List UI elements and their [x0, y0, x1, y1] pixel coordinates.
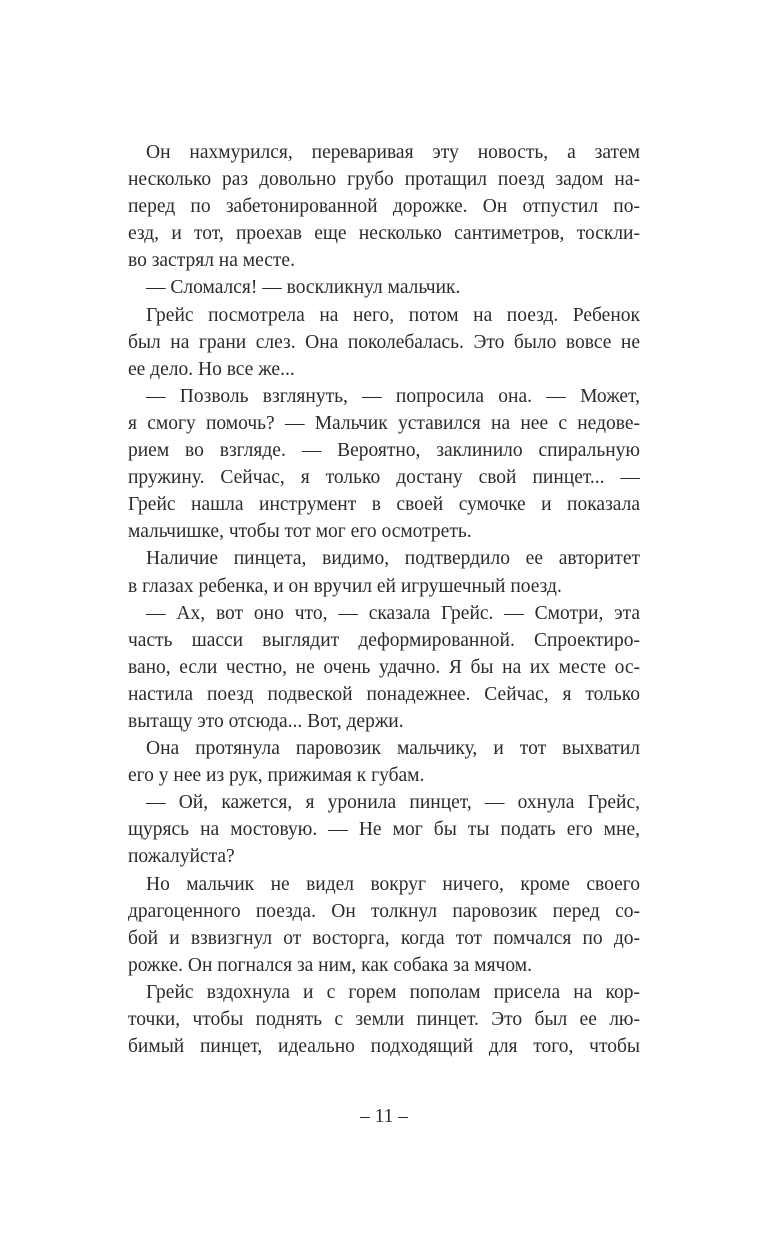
text-line: бой и взвизгнул от восторга, когда тот помчался по до- [128, 927, 640, 949]
paragraph [128, 871, 640, 979]
text-line: — Ах, вот оно что, — сказала Грейс. — Смотри, эта [146, 602, 640, 624]
text-line: езд, и тот, проехав еще несколько сантиметров, тоскли- [128, 223, 640, 245]
text-line: Он нахмурился, переваривая эту новость, а затем [146, 142, 640, 163]
text-line: драгоценного поезда. Он толкнул паровозик перед со- [128, 900, 640, 922]
paragraph [128, 789, 640, 870]
page-body [128, 139, 640, 1060]
text-line: перед по забетонированной дорожке. Он отпустил по- [128, 196, 640, 218]
paragraph [128, 302, 640, 383]
text-line: был на грани слез. Она поколебалась. Это было вовсе не [128, 331, 640, 353]
paragraph [128, 139, 640, 274]
text-line: точки, чтобы поднять с земли пинцет. Это был ее лю- [128, 1009, 640, 1030]
text-line: ее дело. Но все же... [128, 358, 295, 380]
text-line: его у нее из рук, прижимая к губам. [128, 765, 425, 787]
text-line: в глазах ребенка, и он вручил ей игрушечный поезд. [128, 575, 562, 597]
paragraph [128, 600, 640, 735]
text-line: Но мальчик не видел вокруг ничего, кроме своего [146, 873, 640, 895]
text-line: часть шасси выглядит деформированной. Спроектиро- [128, 629, 640, 651]
text-line: настила поезд подвеской понадежнее. Сейчас, я только [128, 683, 640, 705]
text-line: пружину. Сейчас, я только достану свой пинцет... — [128, 467, 640, 489]
text-line: рожке. Он погнался за ним, как собака за мячом. [128, 954, 532, 976]
text-line: вано, если честно, не очень удачно. Я бы на их месте ос- [128, 656, 640, 678]
text-line: рием во взгляде. — Вероятно, заклинило спиральную [128, 440, 640, 462]
text-line: — Позволь взглянуть, — попросила она. — Может, [146, 385, 640, 407]
paragraph [128, 979, 640, 1060]
paragraph [128, 274, 640, 301]
text-line: Грейс вздохнула и с горем пополам присела на кор- [146, 981, 640, 1003]
text-line: Она протянула паровозик мальчику, и тот выхватил [146, 738, 640, 760]
text-line: несколько раз довольно грубо протащил поезд задом на- [128, 169, 640, 191]
text-line: Грейс посмотрела на него, потом на поезд. Ребенок [146, 304, 640, 326]
text-line: пожалуйста? [128, 846, 235, 868]
text-line: Грейс нашла инструмент в своей сумочке и показала [128, 494, 640, 516]
text-line: Наличие пинцета, видимо, подтвердило ее авторитет [146, 548, 640, 570]
paragraph [128, 383, 640, 546]
paragraph [128, 545, 640, 599]
text-line: бимый пинцет, идеально подходящий для того, чтобы [128, 1036, 640, 1058]
text-line: я смогу помочь? — Мальчик уставился на нее с недове- [128, 412, 640, 434]
text-line: — Сломался! — воскликнул мальчик. [146, 277, 461, 299]
page-number: – 11 – [359, 1106, 409, 1127]
text-line: щурясь на мостовую. — Не мог бы ты подать его мне, [128, 819, 640, 841]
paragraph [128, 735, 640, 789]
text-line: вытащу это отсюда... Вот, держи. [128, 710, 404, 732]
text-line: — Ой, кажется, я уронила пинцет, — охнула Грейс, [146, 792, 640, 814]
text-line: мальчишке, чтобы тот мог его осмотреть. [128, 521, 472, 543]
text-line: во застрял на месте. [128, 250, 295, 272]
